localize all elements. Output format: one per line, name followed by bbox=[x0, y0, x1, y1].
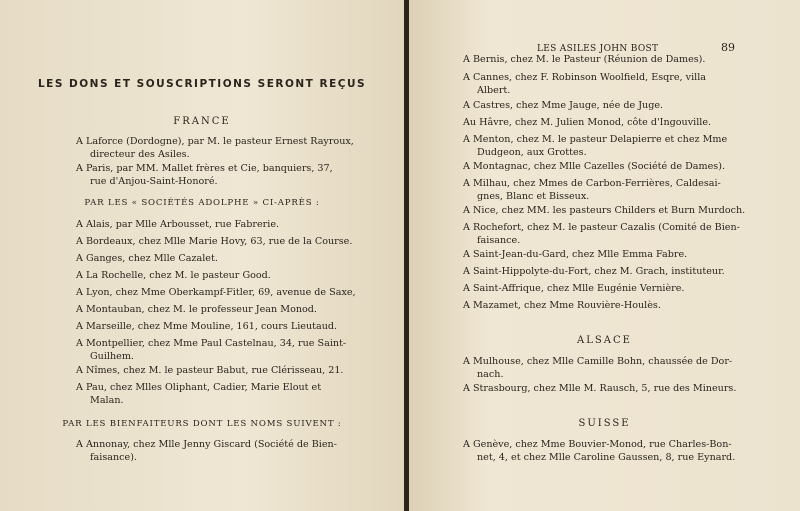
section-france: FRANCE bbox=[173, 116, 231, 127]
page-number: 89 bbox=[721, 41, 735, 54]
entry-montagnac bbox=[463, 161, 783, 174]
subheading-adolphe: PAR LES « SOCIÉTÉS ADOLPHE » CI-APRÈS : bbox=[84, 198, 320, 208]
entry-alais bbox=[76, 219, 376, 232]
entry-line1: A Strasbourg, chez Mlle M. Rausch, 5, rue des Mineurs. bbox=[463, 383, 737, 394]
entry-line1: A La Rochelle, chez M. le pasteur Good. bbox=[76, 270, 271, 281]
entry-line1: A Lyon, chez Mme Oberkampf-Fitler, 69, avenue de Saxe, bbox=[76, 287, 356, 298]
entry-line1: A Montpellier, chez Mme Paul Castelnau, 34, rue Saint- bbox=[76, 338, 347, 349]
entry-saint-jean-du-gard bbox=[463, 249, 783, 262]
entry-line1: A Genève, chez Mme Bouvier-Monod, rue Charles-Bon- bbox=[463, 439, 732, 450]
entry-line1: A Castres, chez Mme Jauge, née de Juge. bbox=[463, 100, 664, 111]
entry-line1: A Montauban, chez M. le professeur Jean Monod. bbox=[76, 304, 317, 315]
right-page bbox=[409, 0, 800, 511]
entry-bordeaux bbox=[76, 236, 376, 249]
entry-line1: A Bernis, chez M. le Pasteur (Réunion de Dames). bbox=[463, 54, 706, 65]
entry-line1: A Alais, par Mlle Arbousset, rue Fabrerie. bbox=[76, 219, 280, 230]
entry-line1: A Montagnac, chez Mlle Cazelles (Société de Dames). bbox=[463, 161, 726, 172]
entry-line1: A Nîmes, chez M. le pasteur Babut, rue Clérisseau, 21. bbox=[76, 365, 344, 376]
entry-havre bbox=[463, 117, 783, 130]
entry-line1: A Nice, chez MM. les pasteurs Childers et Burn Murdoch. bbox=[463, 205, 746, 216]
entry-line2: Albert. bbox=[477, 84, 511, 96]
entry-menton bbox=[463, 134, 783, 159]
entry-line2: rue d'Anjou-Saint-Honoré. bbox=[90, 175, 218, 187]
entry-line1: A Ganges, chez Mlle Cazalet. bbox=[76, 253, 218, 264]
entry-line2: Malan. bbox=[90, 394, 124, 406]
entry-bernis bbox=[463, 54, 783, 67]
entry-lyon bbox=[76, 287, 376, 300]
entry-cannes bbox=[463, 72, 783, 97]
entry-pau bbox=[76, 382, 376, 407]
entry-line1: A Saint-Affrique, chez Mlle Eugénie Vernière. bbox=[463, 283, 685, 294]
entry-line2: Dudgeon, aux Grottes. bbox=[477, 146, 587, 158]
entry-montauban bbox=[76, 304, 376, 317]
entry-saint-affrique bbox=[463, 283, 783, 296]
entry-line1: A Mulhouse, chez Mlle Camille Bohn, chaussée de Dor- bbox=[463, 356, 733, 367]
running-head: LES ASILES JOHN BOST bbox=[537, 44, 659, 54]
entry-line1: A Pau, chez Mlles Oliphant, Cadier, Marie Elout et bbox=[76, 382, 322, 393]
entry-ganges bbox=[76, 253, 376, 266]
entry-line2: faisance. bbox=[477, 234, 521, 246]
entry-montpellier bbox=[76, 338, 376, 363]
entry-line1: A Milhau, chez Mmes de Carbon-Ferrières, Caldesai- bbox=[463, 178, 721, 189]
entry-line1: A Saint-Hippolyte-du-Fort, chez M. Grach, instituteur. bbox=[463, 266, 725, 277]
entry-castres bbox=[463, 100, 783, 113]
entry-line1: Au Hâvre, chez M. Julien Monod, côte d'Ingouville. bbox=[463, 117, 712, 128]
entry-line2: gnes, Blanc et Bisseux. bbox=[477, 190, 590, 202]
entry-mulhouse bbox=[463, 356, 783, 381]
entry-mazamet bbox=[463, 300, 783, 313]
entry-line1: A Cannes, chez F. Robinson Woolfield, Esqre, villa bbox=[463, 72, 706, 83]
entry-milhau bbox=[463, 178, 783, 203]
entry-line1: A Mazamet, chez Mme Rouvière-Houlès. bbox=[463, 300, 661, 311]
entry-line1: A Paris, par MM. Mallet frères et Cie, banquiers, 37, bbox=[76, 163, 333, 174]
entry-line2: net, 4, et chez Mlle Caroline Gaussen, 8, rue Eynard. bbox=[477, 451, 736, 463]
entry-line1: A Annonay, chez Mlle Jenny Giscard (Société de Bien- bbox=[76, 439, 337, 450]
entry-nice bbox=[463, 205, 783, 218]
entry-strasbourg bbox=[463, 383, 783, 396]
subheading-bienfaiteurs: PAR LES BIENFAITEURS DONT LES NOMS SUIVENT : bbox=[62, 419, 342, 429]
entry-marseille bbox=[76, 321, 376, 334]
entry-line1: A Marseille, chez Mme Mouline, 161, cours Lieutaud. bbox=[76, 321, 338, 332]
entry-line1: A Saint-Jean-du-Gard, chez Mlle Emma Fabre. bbox=[463, 249, 688, 260]
section-alsace: ALSACE bbox=[577, 335, 632, 346]
entry-rochefort bbox=[463, 222, 783, 247]
entry-line2: directeur des Asiles. bbox=[90, 148, 190, 160]
entry-saint-hippolyte bbox=[463, 266, 783, 279]
entry-line1: A Bordeaux, chez Mlle Marie Hovy, 63, rue de la Course. bbox=[76, 236, 353, 247]
entry-geneve bbox=[463, 439, 783, 464]
entry-line2: nach. bbox=[477, 368, 504, 380]
entry-nimes bbox=[76, 365, 376, 378]
entry-line1: A Laforce (Dordogne), par M. le pasteur Ernest Rayroux, bbox=[76, 136, 354, 147]
entry-line2: faisance). bbox=[90, 451, 138, 463]
entry-line2: Guilhem. bbox=[90, 350, 134, 362]
entry-line1: A Menton, chez M. le pasteur Delapierre et chez Mme bbox=[463, 134, 728, 145]
entry-line1: A Rochefort, chez M. le pasteur Cazalis (Comité de Bien- bbox=[463, 222, 740, 233]
entry-paris bbox=[76, 163, 376, 188]
entry-la-rochelle bbox=[76, 270, 376, 283]
section-suisse: SUISSE bbox=[578, 418, 631, 429]
entry-annonay bbox=[76, 439, 376, 464]
entry-laforce bbox=[76, 136, 376, 161]
page-heading: LES DONS ET SOUSCRIPTIONS SERONT REÇUS bbox=[37, 78, 367, 90]
